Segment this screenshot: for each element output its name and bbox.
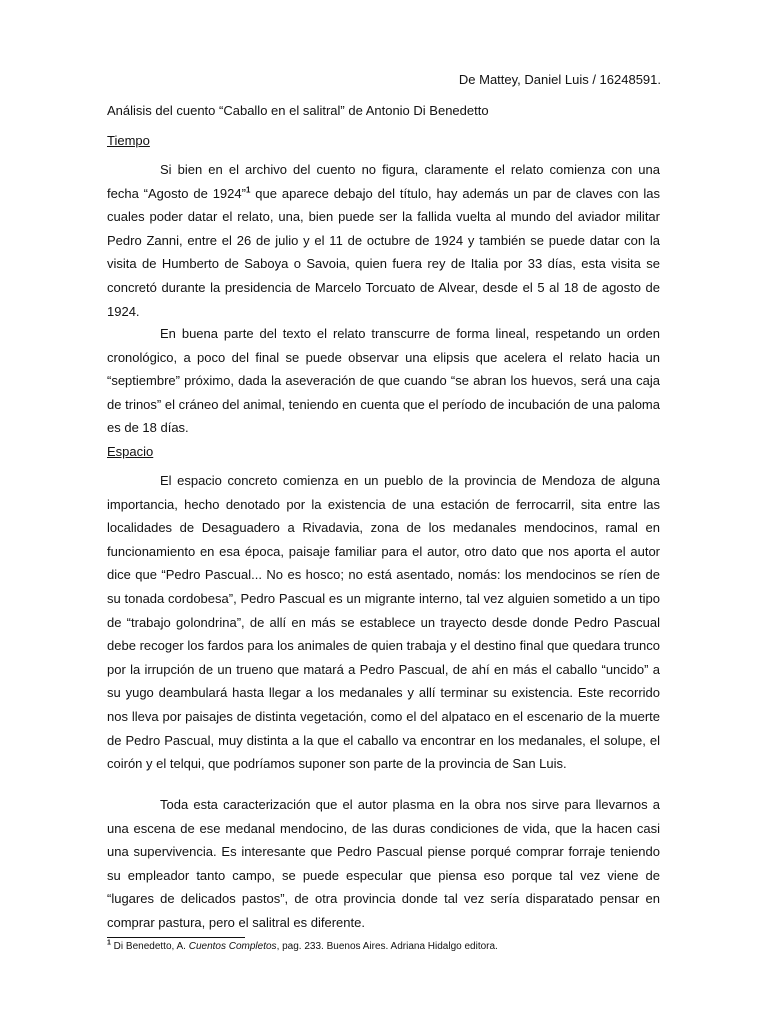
paragraph-text: que aparece debajo del título, hay además un par de claves con las cuales poder datar el relato, una, bien puede ser la fallida vuelta al mundo del aviador militar Pedro Zanni, entre el 26 de julio y el 11 de octubre de 1924 y también se puede datar con la visita de Humberto de Saboya o Savoia, quien fuera rey de Italia por 33 días, esta visita se concretó durante la presidencia de Marcelo Torcuato de Alvear, desde el 5 al 18 de agosto de 1924. bbox=[107, 185, 660, 319]
footnote-book-title: Cuentos Completos bbox=[188, 941, 277, 952]
footnote bbox=[107, 940, 498, 953]
footnote-reference[interactable]: 1 bbox=[245, 185, 251, 195]
footnote-number: 1 bbox=[107, 939, 111, 947]
footnote-author: Di Benedetto, A. bbox=[110, 941, 189, 952]
author-line: De Mattey, Daniel Luis / 16248591. bbox=[458, 72, 661, 87]
paragraph-text: Si bien en el archivo del cuento no figura, claramente el relato comienza con una fecha “Agosto de 1924” bbox=[107, 162, 660, 201]
paragraph-espacio-1: El espacio concreto comienza en un pueblo de la provincia de Mendoza de alguna importancia, hecho denotado por la existencia de una estación de ferrocarril, sita entre las localidades de Desaguadero a Rivadavia, zona de los medanales mendocinos, ramal en funcionamiento en esa época, paisaje familiar para el autor, otro dato que nos aporta el autor dice que “Pedro Pascual... No es hosco; no está asentado, nomás: los mendocinos se ríen de su tonada cordobesa”, Pedro Pascual es un migrante interno, tal vez alguien sometido a un tipo de “trabajo golondrina”, de allí en más se establece un trayecto desde donde Pedro Pascual debe recoger los fardos para los animales de quien trabaja y el destino final que quedara trunco por la irrupción de un trueno que matará a Pedro Pascual, de ahí en más el caballo “uncido” a su yugo deambulará hasta llegar a los medanales y allí terminar su existencia. Este recorrido nos lleva por paisajes de distinta vegetación, como el del alpataco en el escenario de la muerte de Pedro Pascual, muy distinta a la que el caballo va encontrar en los medanales, el solupe, el coirón y el telqui, que podríamos suponer son parte de la provincia de San Luis. bbox=[107, 473, 660, 772]
footnote-separator bbox=[107, 937, 245, 938]
paragraph-tiempo-1 bbox=[107, 158, 660, 323]
paragraph-espacio-2: Toda esta caracterización que el autor plasma en la obra nos sirve para llevarnos a una escena de ese medanal mendocino, de las duras condiciones de vida, que la hacen casi una supervivencia. Es interesante que Pedro Pascual piense porqué comprar forraje teniendo su empleador tanto campo, se puede especular que piensa eso porque tal vez viene de “lugares de delicados pastos”, de otra provincia donde tal vez sería disparatado pensar en comprar pastura, pero el salitral es diferente. bbox=[107, 797, 660, 930]
section-heading-espacio: Espacio bbox=[107, 444, 154, 459]
document-title: Análisis del cuento “Caballo en el salitral” de Antonio Di Benedetto bbox=[107, 103, 489, 118]
paragraph-tiempo-2: En buena parte del texto el relato transcurre de forma lineal, respetando un orden cronológico, a poco del final se puede observar una elipsis que acelera el relato hacia un “septiembre” próximo, dada la aseveración de que cuando “se abran los huevos, será una caja de trinos” el cráneo del animal, teniendo en cuenta que el período de incubación de una paloma es de 18 días. bbox=[107, 326, 660, 436]
footnote-details: , pag. 233. Buenos Aires. Adriana Hidalgo editora. bbox=[276, 941, 498, 952]
section-heading-tiempo: Tiempo bbox=[107, 133, 150, 148]
